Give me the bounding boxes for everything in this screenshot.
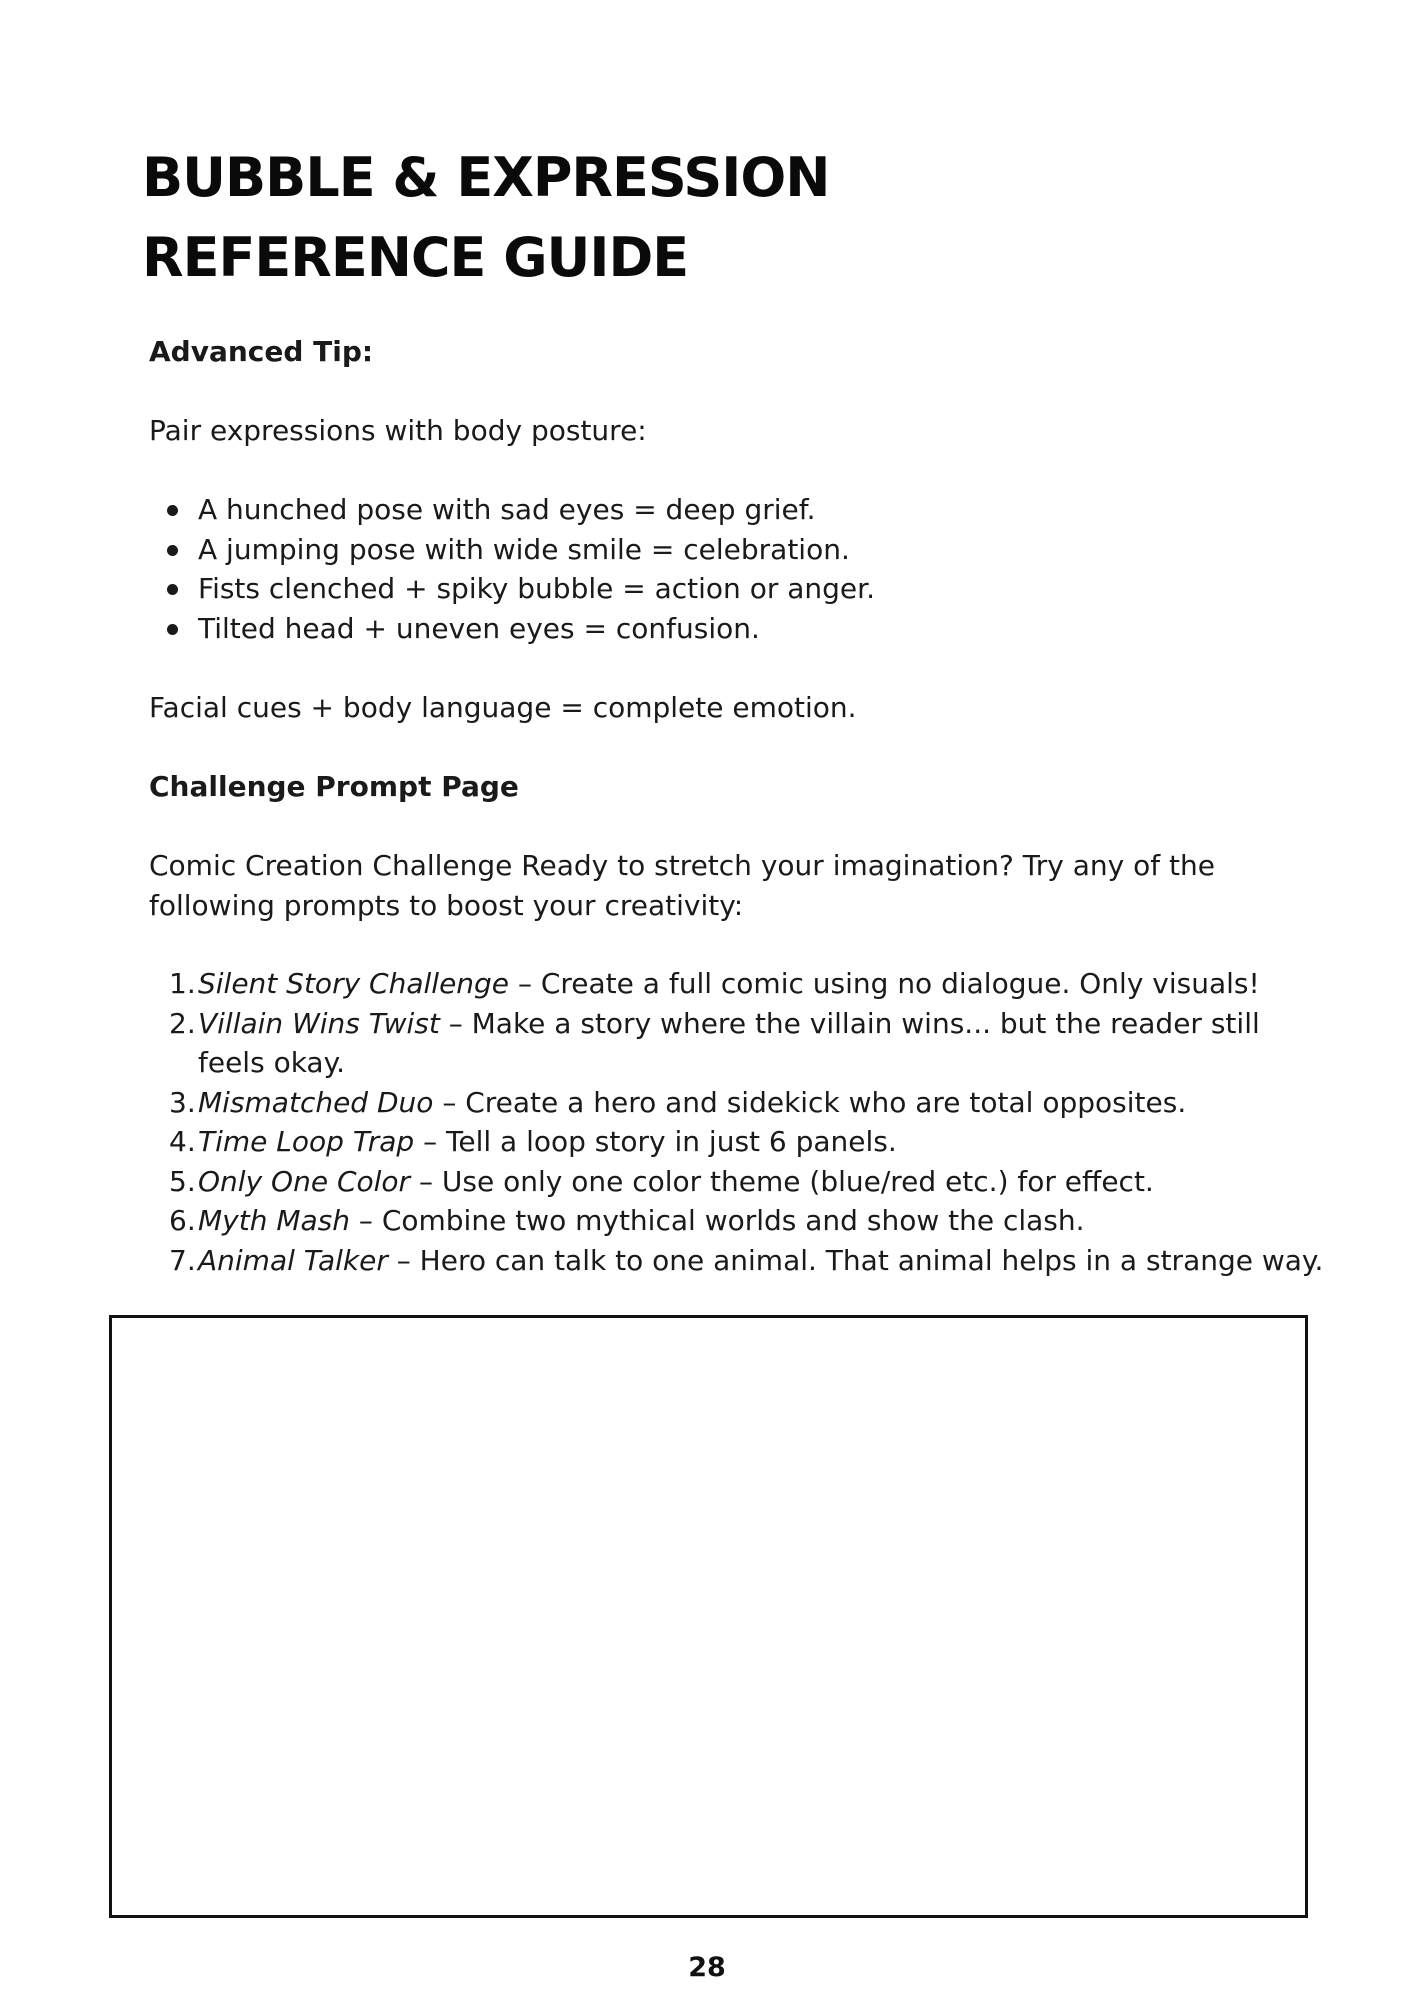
- prompt-name: Silent Story Challenge: [198, 967, 510, 1000]
- advanced-tip-summary: Facial cues + body language = complete emotion.: [149, 691, 857, 724]
- list-item: [149, 1162, 1329, 1202]
- prompt-name: Myth Mash: [198, 1204, 351, 1237]
- challenge-intro: Comic Creation Challenge Ready to stretch your imagination? Try any of the following prompts to boost your creativity:: [149, 849, 1215, 922]
- list-item: [149, 1241, 1329, 1281]
- bullet-dot-icon: [167, 545, 178, 556]
- prompt-number: 4.: [169, 1125, 196, 1158]
- prompt-number: 6.: [169, 1204, 196, 1237]
- prompt-text: – Tell a loop story in just 6 panels.: [414, 1125, 897, 1158]
- challenge-heading: Challenge Prompt Page: [149, 770, 519, 803]
- list-item: [149, 1122, 1329, 1162]
- page-title-line-1: BUBBLE & EXPRESSION: [142, 146, 830, 209]
- prompt-name: Time Loop Trap: [198, 1125, 415, 1158]
- page-title-line-2: REFERENCE GUIDE: [142, 226, 689, 289]
- prompt-name: Animal Talker: [198, 1243, 388, 1277]
- posture-bullet-list: [149, 490, 1329, 648]
- prompt-text: – Use only one color theme (blue/red etc.) for effect.: [410, 1164, 1154, 1198]
- bullet-dot-icon: [167, 505, 178, 516]
- prompt-text: – Hero can talk to one animal. That animal helps in a strange way.: [387, 1243, 1324, 1277]
- bullet-dot-icon: [167, 584, 178, 595]
- list-item: [149, 1083, 1329, 1123]
- prompt-name: Only One Color: [198, 1164, 411, 1198]
- page-number: 28: [688, 1952, 726, 1983]
- page-title: [142, 138, 1242, 298]
- list-item: Tilted head + uneven eyes = confusion.: [149, 609, 1329, 649]
- prompt-text: – Combine two mythical worlds and show the clash.: [350, 1204, 1085, 1237]
- prompt-number: 5.: [169, 1164, 196, 1198]
- prompt-number: 1.: [169, 967, 196, 1000]
- prompt-number: 7.: [169, 1243, 196, 1277]
- drawing-panel: [109, 1315, 1308, 1918]
- list-item: [149, 1004, 1329, 1083]
- list-item: Fists clenched + spiky bubble = action or anger.: [149, 569, 1329, 609]
- challenge-prompt-list: [149, 964, 1329, 1280]
- prompt-number: 3.: [169, 1085, 196, 1119]
- prompt-number: 2.: [169, 1006, 196, 1040]
- prompt-name: Villain Wins Twist: [198, 1006, 440, 1040]
- prompt-text: – Make a story where the villain wins... but the reader still feels okay.: [198, 1006, 1260, 1079]
- list-item: A hunched pose with sad eyes = deep grief.: [149, 490, 1329, 530]
- list-item: [149, 964, 1329, 1004]
- list-item: A jumping pose with wide smile = celebration.: [149, 530, 1329, 570]
- list-item: [149, 1201, 1329, 1241]
- prompt-text: – Create a full comic using no dialogue. Only visuals!: [509, 967, 1260, 1000]
- advanced-tip-intro: Pair expressions with body posture:: [149, 414, 647, 447]
- prompt-text: – Create a hero and sidekick who are total opposites.: [433, 1085, 1187, 1119]
- advanced-tip-heading: Advanced Tip:: [149, 335, 374, 368]
- prompt-name: Mismatched Duo: [198, 1085, 434, 1119]
- bullet-dot-icon: [167, 624, 178, 635]
